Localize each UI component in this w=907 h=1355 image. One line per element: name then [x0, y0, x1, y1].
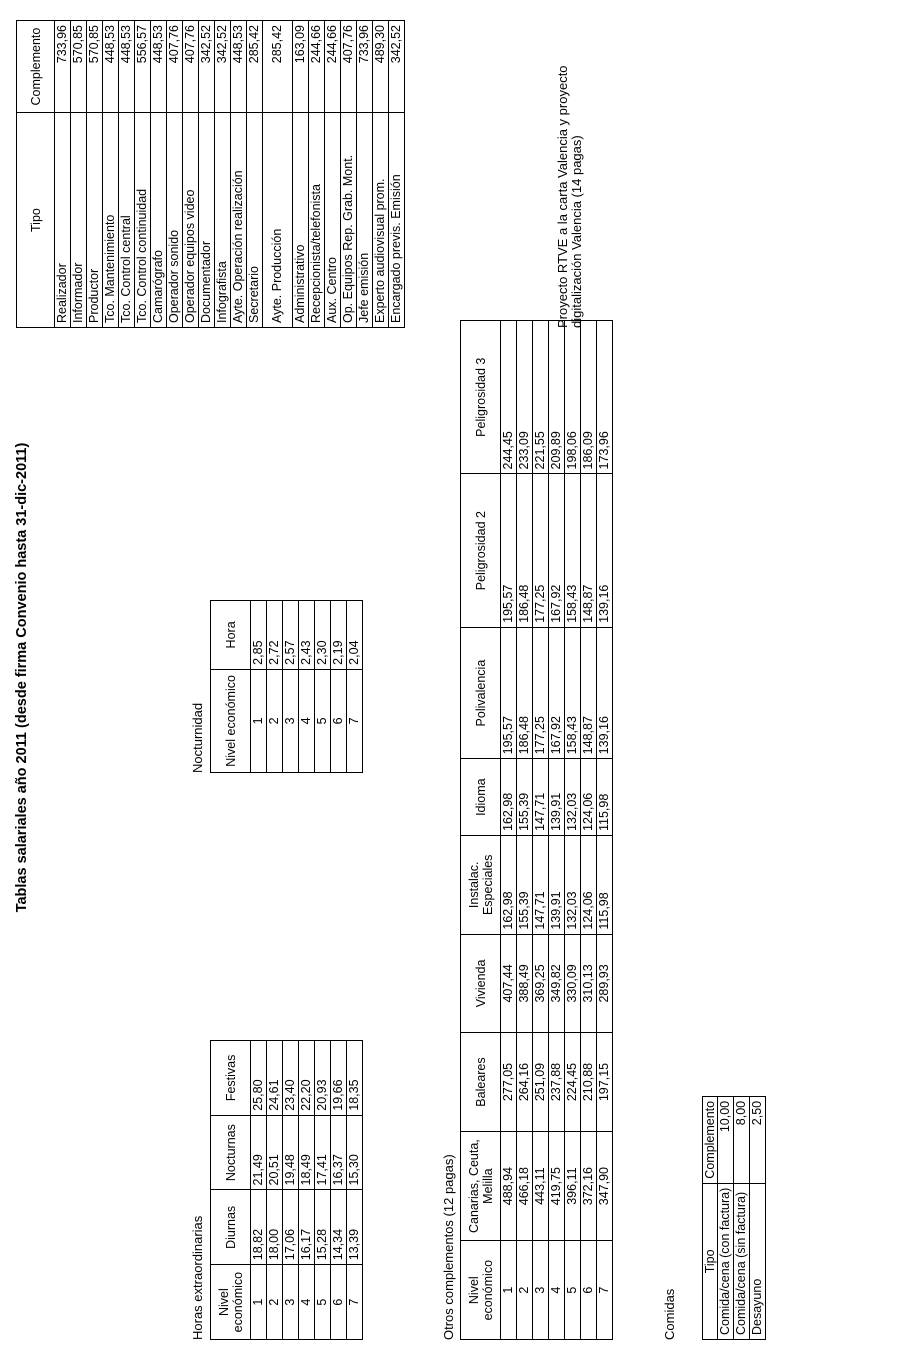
- table-cell: Comida/cena (con factura): [718, 1183, 734, 1339]
- table-row: [299, 601, 315, 773]
- table-cell: Operador sonido: [167, 113, 183, 328]
- table-row: [283, 601, 299, 773]
- rtve-body: [55, 21, 405, 328]
- table-row: [309, 21, 325, 328]
- table-cell: 18,00: [267, 1190, 283, 1265]
- table-row: [231, 21, 247, 328]
- table-cell: 16,17: [299, 1190, 315, 1265]
- table-cell: 419,75: [549, 1131, 565, 1241]
- rtve-caption: [556, 8, 584, 328]
- table-cell: 2,30: [315, 601, 331, 670]
- otros-header: Vivienda: [461, 934, 501, 1033]
- table-cell: 6: [581, 1241, 597, 1340]
- table-row: [183, 21, 199, 328]
- table-cell: 5: [315, 669, 331, 772]
- table-cell: 2,50: [750, 1096, 766, 1183]
- table-cell: 18,35: [347, 1041, 363, 1116]
- table-cell: 285,42: [263, 21, 293, 113]
- table-cell: 17,41: [315, 1115, 331, 1190]
- horas-extra-body: [251, 1041, 363, 1340]
- table-cell: 289,93: [597, 934, 613, 1033]
- table-cell: 556,57: [135, 21, 151, 113]
- table-cell: 7: [347, 669, 363, 772]
- table-cell: 448,53: [119, 21, 135, 113]
- table-cell: Recepcionista/telefonista: [309, 113, 325, 328]
- table-cell: 310,13: [581, 934, 597, 1033]
- nocturnidad-table: [210, 600, 363, 773]
- table-cell: 489,30: [373, 21, 389, 113]
- table-row: [734, 1096, 750, 1339]
- horas-extra-header: Nivel económico: [211, 1265, 251, 1340]
- table-cell: Realizador: [55, 113, 71, 328]
- table-cell: 19,48: [283, 1115, 299, 1190]
- table-cell: 6: [331, 669, 347, 772]
- table-row: [315, 1041, 331, 1340]
- table-cell: 1: [251, 1265, 267, 1340]
- table-cell: 244,45: [501, 321, 517, 474]
- table-cell: Experto audiovisual prom.: [373, 113, 389, 328]
- table-cell: 2: [267, 669, 283, 772]
- table-cell: 2,72: [267, 601, 283, 670]
- table-cell: 342,52: [199, 21, 215, 113]
- table-cell: 407,44: [501, 934, 517, 1033]
- table-cell: 25,80: [251, 1041, 267, 1116]
- table-cell: 1: [501, 1241, 517, 1340]
- table-row: [581, 321, 597, 1340]
- table-cell: 2,43: [299, 601, 315, 670]
- otros-header: Idioma: [461, 759, 501, 836]
- table-cell: 147,71: [533, 836, 549, 935]
- table-cell: 158,43: [565, 474, 581, 627]
- table-cell: 124,06: [581, 759, 597, 836]
- table-row: [347, 601, 363, 773]
- table-cell: 342,52: [215, 21, 231, 113]
- table-cell: 115,98: [597, 836, 613, 935]
- table-row: [357, 21, 373, 328]
- table-cell: 244,66: [309, 21, 325, 113]
- table-row: [87, 21, 103, 328]
- table-cell: Informador: [71, 113, 87, 328]
- table-row: [55, 21, 71, 328]
- horas-extra-header: Diurnas: [211, 1190, 251, 1265]
- rtve-header: Tipo: [17, 113, 55, 328]
- nocturnidad-header: Hora: [211, 601, 251, 670]
- table-row: [71, 21, 87, 328]
- table-cell: 19,66: [331, 1041, 347, 1116]
- comidas-table: [702, 1096, 766, 1340]
- table-cell: 20,51: [267, 1115, 283, 1190]
- table-row: [331, 1041, 347, 1340]
- table-cell: 264,16: [517, 1033, 533, 1132]
- table-cell: 5: [315, 1265, 331, 1340]
- rtve-table: [16, 20, 405, 328]
- table-cell: 407,76: [341, 21, 357, 113]
- table-row: [533, 321, 549, 1340]
- table-cell: Comida/cena (sin factura): [734, 1183, 750, 1339]
- table-row: [267, 1041, 283, 1340]
- otros-header: Peligrosidad 2: [461, 474, 501, 627]
- table-cell: 210,88: [581, 1033, 597, 1132]
- table-row: [373, 21, 389, 328]
- comidas-caption: Comidas: [662, 1288, 677, 1340]
- table-cell: Operador equipos video: [183, 113, 199, 328]
- table-cell: Jefe emisión: [357, 113, 373, 328]
- table-row: [549, 321, 565, 1340]
- table-cell: 448,53: [103, 21, 119, 113]
- table-cell: 139,91: [549, 836, 565, 935]
- table-cell: 139,16: [597, 474, 613, 627]
- table-row: [750, 1096, 766, 1339]
- table-cell: 147,71: [533, 759, 549, 836]
- table-cell: 7: [597, 1241, 613, 1340]
- table-cell: 5: [565, 1241, 581, 1340]
- table-cell: 733,96: [357, 21, 373, 113]
- comidas-body: [718, 1096, 766, 1339]
- table-cell: 158,43: [565, 627, 581, 758]
- table-cell: 466,18: [517, 1131, 533, 1241]
- table-row: [389, 21, 405, 328]
- table-row: [331, 601, 347, 773]
- table-cell: 443,11: [533, 1131, 549, 1241]
- table-cell: Productor: [87, 113, 103, 328]
- table-cell: 173,96: [597, 321, 613, 474]
- table-cell: 18,82: [251, 1190, 267, 1265]
- table-cell: 2,04: [347, 601, 363, 670]
- table-cell: 1: [251, 669, 267, 772]
- otros-header: Nivel económico: [461, 1241, 501, 1340]
- table-cell: 277,05: [501, 1033, 517, 1132]
- table-cell: 396,11: [565, 1131, 581, 1241]
- table-cell: 221,55: [533, 321, 549, 474]
- table-cell: 198,06: [565, 321, 581, 474]
- table-cell: 10,00: [718, 1096, 734, 1183]
- table-cell: 372,16: [581, 1131, 597, 1241]
- table-cell: 2,85: [251, 601, 267, 670]
- table-cell: 155,39: [517, 836, 533, 935]
- table-cell: 23,40: [283, 1041, 299, 1116]
- table-row: [501, 321, 517, 1340]
- table-cell: 251,09: [533, 1033, 549, 1132]
- table-cell: 244,66: [325, 21, 341, 113]
- table-cell: 570,85: [71, 21, 87, 113]
- table-cell: Secretario: [247, 113, 263, 328]
- table-cell: Tco. Mantenimiento: [103, 113, 119, 328]
- table-row: [299, 1041, 315, 1340]
- table-cell: 285,42: [247, 21, 263, 113]
- table-row: [517, 321, 533, 1340]
- table-row: [199, 21, 215, 328]
- table-cell: Camarógrafo: [151, 113, 167, 328]
- table-row: [215, 21, 231, 328]
- table-cell: 132,03: [565, 836, 581, 935]
- table-cell: 369,25: [533, 934, 549, 1033]
- table-cell: Ayte. Operación realización: [231, 113, 247, 328]
- table-row: [283, 1041, 299, 1340]
- otros-header: Polivalencia: [461, 627, 501, 758]
- table-row: [103, 21, 119, 328]
- document-title: Tablas salariales año 2011 (desde firma Convenio hasta 31-dic-2011): [14, 442, 30, 913]
- nocturnidad-caption: Nocturnidad: [190, 702, 205, 773]
- table-cell: 24,61: [267, 1041, 283, 1116]
- table-cell: 224,45: [565, 1033, 581, 1132]
- table-cell: 14,34: [331, 1190, 347, 1265]
- table-cell: 2: [517, 1241, 533, 1340]
- table-row: [315, 601, 331, 773]
- table-cell: 167,92: [549, 627, 565, 758]
- otros-body: [501, 321, 613, 1340]
- table-cell: Encargado previs. Emisión: [389, 113, 405, 328]
- table-row: [718, 1096, 734, 1339]
- table-cell: 347,90: [597, 1131, 613, 1241]
- table-cell: 177,25: [533, 474, 549, 627]
- table-cell: 195,57: [501, 627, 517, 758]
- table-row: [267, 601, 283, 773]
- table-cell: 186,48: [517, 627, 533, 758]
- table-row: [293, 21, 309, 328]
- table-cell: 22,20: [299, 1041, 315, 1116]
- table-cell: 3: [533, 1241, 549, 1340]
- table-row: [251, 601, 267, 773]
- table-cell: 330,09: [565, 934, 581, 1033]
- nocturnidad-header: Nivel económico: [211, 669, 251, 772]
- table-cell: 233,09: [517, 321, 533, 474]
- table-cell: 448,53: [231, 21, 247, 113]
- table-cell: 195,57: [501, 474, 517, 627]
- table-cell: 407,76: [167, 21, 183, 113]
- table-cell: 4: [299, 1265, 315, 1340]
- table-cell: Documentador: [199, 113, 215, 328]
- horas-extra-caption: Horas extraordinarias: [190, 1215, 205, 1340]
- table-row: [119, 21, 135, 328]
- table-cell: Desayuno: [750, 1183, 766, 1339]
- table-cell: 186,48: [517, 474, 533, 627]
- comidas-header: Complemento: [703, 1096, 718, 1183]
- table-cell: 209,89: [549, 321, 565, 474]
- table-cell: 3: [283, 1265, 299, 1340]
- table-cell: 448,53: [151, 21, 167, 113]
- otros-header: Instalac. Especiales: [461, 836, 501, 935]
- table-row: [247, 21, 263, 328]
- table-cell: 8,00: [734, 1096, 750, 1183]
- table-cell: Ayte. Producción: [263, 113, 293, 328]
- table-cell: 2,57: [283, 601, 299, 670]
- table-cell: 115,98: [597, 759, 613, 836]
- table-row: [347, 1041, 363, 1340]
- table-cell: 237,88: [549, 1033, 565, 1132]
- table-cell: 570,85: [87, 21, 103, 113]
- table-cell: Aux. Centro: [325, 113, 341, 328]
- table-cell: 6: [331, 1265, 347, 1340]
- table-cell: 17,06: [283, 1190, 299, 1265]
- rtve-caption-line: digitalización Valencia (14 pagas): [569, 135, 584, 328]
- table-cell: 132,03: [565, 759, 581, 836]
- table-cell: Administrativo: [293, 113, 309, 328]
- rtve-caption-line: Proyecto RTVE a la carta Valencia y proyecto: [555, 65, 570, 328]
- table-row: [263, 21, 293, 328]
- table-cell: 162,98: [501, 836, 517, 935]
- table-cell: Tco. Control central: [119, 113, 135, 328]
- table-cell: 124,06: [581, 836, 597, 935]
- table-cell: 7: [347, 1265, 363, 1340]
- table-cell: 15,28: [315, 1190, 331, 1265]
- rtve-header: Complemento: [17, 21, 55, 113]
- table-cell: 18,49: [299, 1115, 315, 1190]
- table-row: [565, 321, 581, 1340]
- comidas-header: Tipo: [703, 1183, 718, 1339]
- table-cell: 388,49: [517, 934, 533, 1033]
- horas-extra-header: Festivas: [211, 1041, 251, 1116]
- table-cell: 186,09: [581, 321, 597, 474]
- horas-extra-header: Nocturnas: [211, 1115, 251, 1190]
- table-row: [251, 1041, 267, 1340]
- otros-header: Baleares: [461, 1033, 501, 1132]
- table-cell: 139,16: [597, 627, 613, 758]
- table-cell: Infografista: [215, 113, 231, 328]
- table-cell: 148,87: [581, 627, 597, 758]
- table-row: [597, 321, 613, 1340]
- table-cell: 4: [299, 669, 315, 772]
- table-cell: 167,92: [549, 474, 565, 627]
- horas-extra-table: [210, 1040, 363, 1340]
- table-cell: 163,09: [293, 21, 309, 113]
- table-row: [135, 21, 151, 328]
- table-cell: 488,94: [501, 1131, 517, 1241]
- table-cell: 197,15: [597, 1033, 613, 1132]
- table-row: [167, 21, 183, 328]
- table-row: [151, 21, 167, 328]
- table-cell: 177,25: [533, 627, 549, 758]
- table-cell: 13,39: [347, 1190, 363, 1265]
- table-cell: 407,76: [183, 21, 199, 113]
- otros-header: Peligrosidad 3: [461, 321, 501, 474]
- otros-header: Canarias, Ceuta, Melilla: [461, 1131, 501, 1241]
- table-cell: 342,52: [389, 21, 405, 113]
- table-cell: 20,93: [315, 1041, 331, 1116]
- table-cell: 733,96: [55, 21, 71, 113]
- table-cell: 349,82: [549, 934, 565, 1033]
- otros-caption: Otros complementos (12 pagas): [441, 1154, 456, 1340]
- table-cell: 4: [549, 1241, 565, 1340]
- table-cell: 3: [283, 669, 299, 772]
- otros-complementos-table: [460, 320, 613, 1340]
- table-cell: 162,98: [501, 759, 517, 836]
- table-cell: Tco. Control continuidad: [135, 113, 151, 328]
- table-cell: 2,19: [331, 601, 347, 670]
- table-cell: 155,39: [517, 759, 533, 836]
- table-cell: 2: [267, 1265, 283, 1340]
- table-row: [341, 21, 357, 328]
- table-cell: 15,30: [347, 1115, 363, 1190]
- nocturnidad-body: [251, 601, 363, 773]
- table-cell: Op. Equipos Rep. Grab. Mont.: [341, 113, 357, 328]
- table-cell: 21,49: [251, 1115, 267, 1190]
- table-row: [325, 21, 341, 328]
- table-cell: 139,91: [549, 759, 565, 836]
- table-cell: 148,87: [581, 474, 597, 627]
- table-cell: 16,37: [331, 1115, 347, 1190]
